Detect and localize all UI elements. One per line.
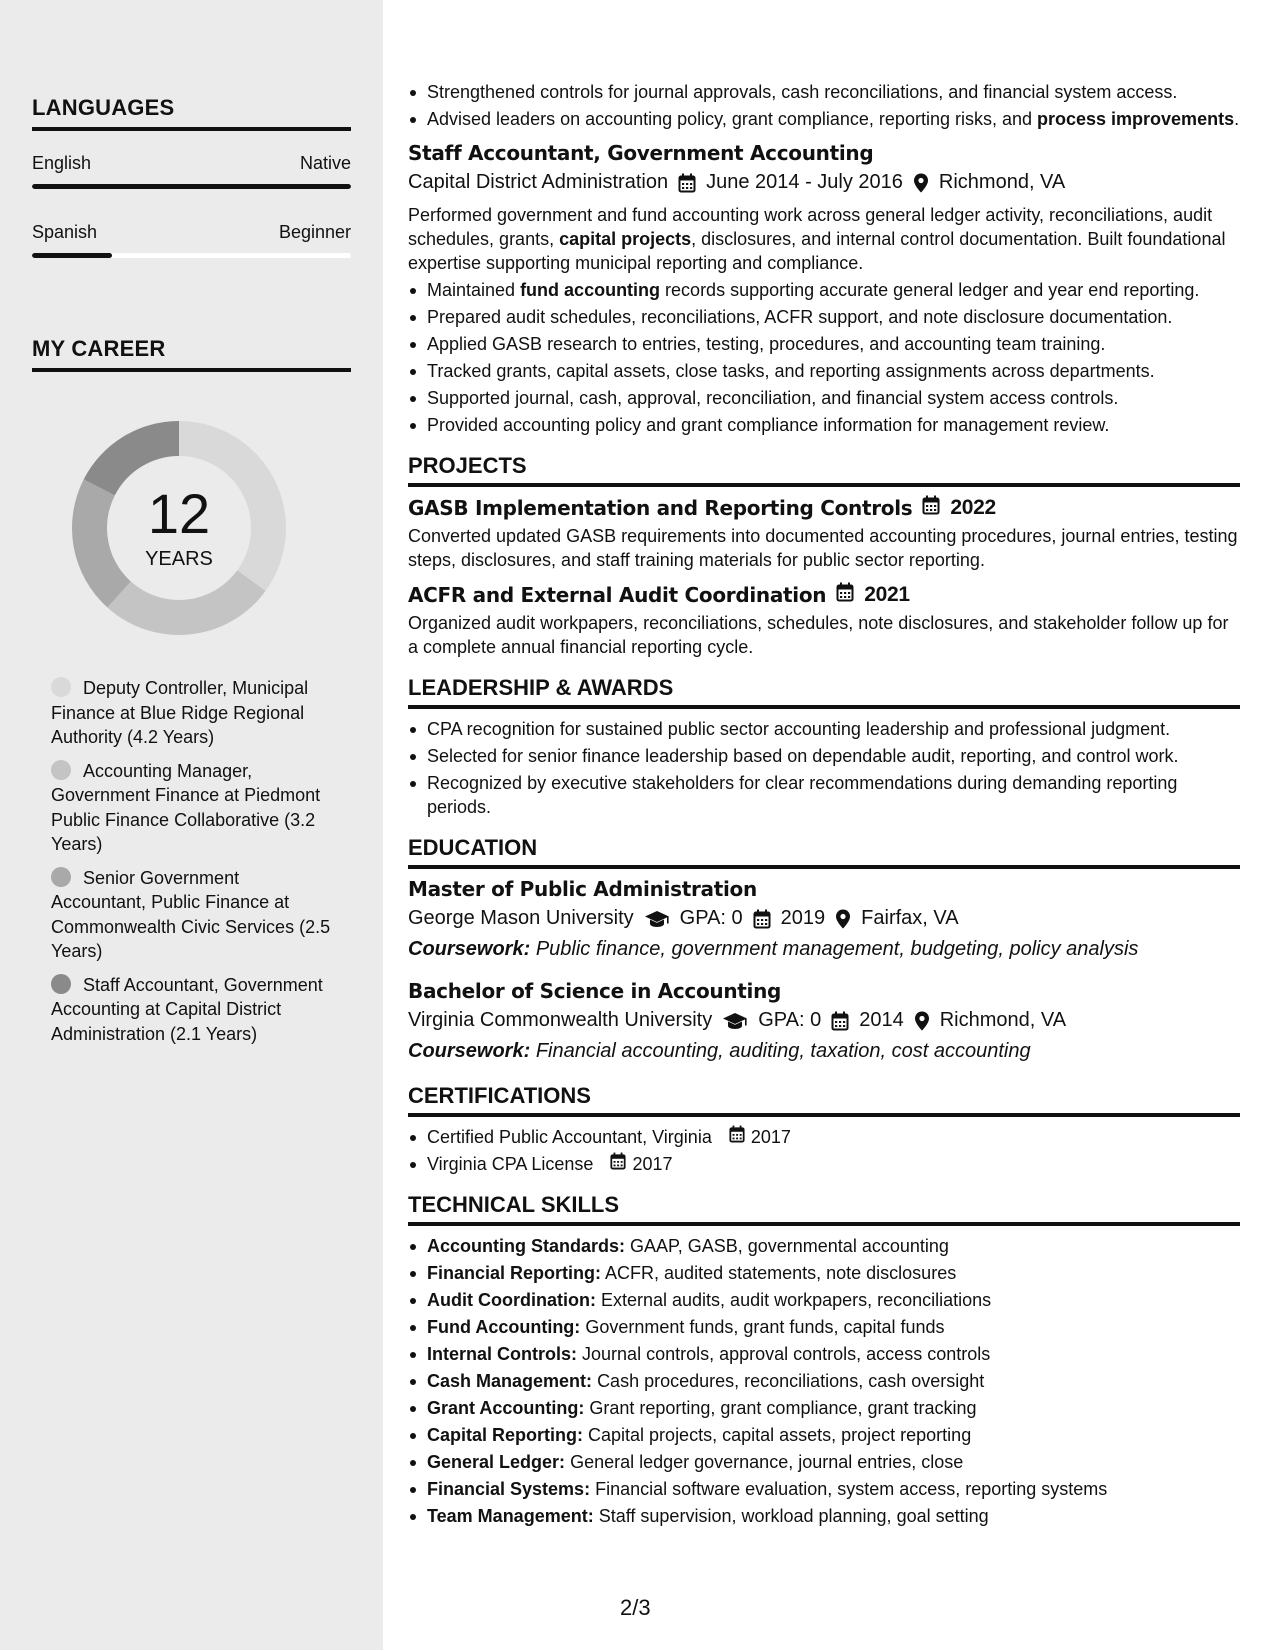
skill-item: Audit Coordination: External audits, audit workpapers, reconciliations [408, 1288, 1240, 1312]
coursework: Coursework: Public finance, government management, budgeting, policy analysis [408, 938, 1139, 960]
school-location: Fairfax, VA [861, 907, 959, 929]
career-item [51, 759, 331, 857]
school-name: Virginia Commonwealth University [408, 1009, 713, 1031]
job-meta [408, 171, 1240, 194]
previous-job-bullets [408, 80, 1240, 131]
skill-item: Grant Accounting: Grant reporting, grant compliance, grant tracking [408, 1396, 1240, 1420]
bullet-item: Applied GASB research to entries, testing, procedures, and accounting team training. [408, 332, 1240, 356]
career-donut-segment [72, 479, 131, 607]
calendar-icon [922, 495, 940, 520]
career-years-label: YEARS [145, 548, 213, 570]
career-legend-dot [51, 974, 71, 994]
sidebar [0, 0, 383, 1650]
language-level: Beginner [278, 222, 351, 242]
skill-item: Financial Systems: Financial software evaluation, system access, reporting systems [408, 1477, 1240, 1501]
job-dates: June 2014 - July 2016 [706, 171, 903, 193]
career-years-number: 12 [147, 482, 211, 545]
calendar-icon [610, 1152, 626, 1176]
career-legend-dot [51, 760, 71, 780]
skills-heading: TECHNICAL SKILLS [408, 1192, 1240, 1226]
project-title: GASB Implementation and Reporting Controls 2022 [408, 495, 996, 520]
project-description: Converted updated GASB requirements into documented accounting procedures, journal entries, testing steps, disclosures, and staff training materials for public sector reporting. [408, 526, 1238, 570]
graduation-cap-icon [722, 1011, 748, 1031]
degree-title: Bachelor of Science in Accounting [408, 979, 782, 1003]
location-pin-icon [914, 1011, 930, 1031]
language-row [32, 153, 351, 174]
language-proficiency-bar [32, 253, 351, 258]
certification-list [408, 1125, 1240, 1176]
language-name: English [32, 153, 92, 173]
language-proficiency-bar [32, 184, 351, 189]
career-legend-dot [51, 867, 71, 887]
bullet-item: Recognized by executive stakeholders for clear recommendations during demanding reporting periods. [408, 771, 1240, 819]
bullet-item: Prepared audit schedules, reconciliations, ACFR support, and note disclosure documentation. [408, 305, 1240, 329]
calendar-icon [753, 909, 771, 929]
skill-item: Financial Reporting: ACFR, audited statements, note disclosures [408, 1261, 1240, 1285]
main-content [408, 80, 1240, 1531]
language-proficiency-fill [32, 253, 112, 258]
skill-item: Fund Accounting: Government funds, grant funds, capital funds [408, 1315, 1240, 1339]
project-description: Organized audit workpapers, reconciliations, schedules, note disclosures, and stakeholder follow up for a complete annual financial reporting cycle. [408, 613, 1229, 657]
bullet-item: Provided accounting policy and grant compliance information for management review. [408, 413, 1240, 437]
location-pin-icon [913, 173, 929, 193]
calendar-icon [678, 173, 696, 193]
education-heading: EDUCATION [408, 835, 1240, 869]
page-number: 2/3 [620, 1595, 651, 1620]
career-list [51, 676, 331, 1055]
career-item [51, 866, 331, 964]
skill-item: Team Management: Staff supervision, workload planning, goal setting [408, 1504, 1240, 1528]
career-item-text: Deputy Controller, Municipal Finance at Blue Ridge Regional Authority (4.2 Years) [51, 678, 309, 747]
certification-item: Virginia CPA License 2017 [408, 1152, 1240, 1176]
career-donut-segment [107, 570, 265, 635]
language-level: Native [299, 153, 351, 173]
bullet-item: Advised leaders on accounting policy, grant compliance, reporting risks, and process improvements. [408, 107, 1240, 131]
job-location: Richmond, VA [938, 171, 1066, 193]
job-summary: Performed government and fund accounting work across general ledger activity, reconciliations, audit schedules, grants, capital projects, disclosures, and internal control documentation. Built foundational expertise supporting municipal reporting and compliance. [408, 205, 1226, 273]
skill-item: Capital Reporting: Capital projects, capital assets, project reporting [408, 1423, 1240, 1447]
career-item [51, 973, 331, 1047]
bullet-item: Selected for senior finance leadership based on dependable audit, reporting, and control work. [408, 744, 1240, 768]
education-meta [408, 1009, 1240, 1032]
career-heading: MY CAREER [32, 336, 351, 372]
job-bullets [408, 278, 1240, 437]
certification-item: Certified Public Accountant, Virginia 2017 [408, 1125, 1240, 1149]
school-name: George Mason University [408, 907, 634, 929]
graduation-year: 2019 [780, 907, 826, 929]
career-item-text: Accounting Manager, Government Finance at Piedmont Public Finance Collaborative (3.2 Years) [51, 760, 321, 854]
projects-heading: PROJECTS [408, 453, 1240, 487]
skill-item: Cash Management: Cash procedures, reconciliations, cash oversight [408, 1369, 1240, 1393]
bullet-item: Tracked grants, capital assets, close tasks, and reporting assignments across departments. [408, 359, 1240, 383]
certifications-heading: CERTIFICATIONS [408, 1083, 1240, 1117]
job-title: Staff Accountant, Government Accounting [408, 141, 874, 165]
bullet-item: Maintained fund accounting records supporting accurate general ledger and year end reporting. [408, 278, 1240, 302]
project-year: 2021 [864, 582, 910, 606]
calendar-icon [729, 1125, 745, 1149]
bullet-item: Supported journal, cash, approval, reconciliation, and financial system access controls. [408, 386, 1240, 410]
bullet-item: Strengthened controls for journal approvals, cash reconciliations, and financial system access. [408, 80, 1240, 104]
language-proficiency-fill [32, 184, 351, 189]
career-item-text: Staff Accountant, Government Accounting at Capital District Administration (2.1 Years) [51, 974, 323, 1044]
gpa: GPA: 0 [758, 1009, 822, 1031]
career-legend-dot [51, 677, 71, 697]
coursework: Coursework: Financial accounting, auditing, taxation, cost accounting [408, 1040, 1031, 1062]
career-donut-chart [66, 415, 292, 641]
gpa: GPA: 0 [679, 907, 743, 929]
languages-heading: LANGUAGES [32, 95, 351, 131]
project-title: ACFR and External Audit Coordination 2021 [408, 582, 910, 607]
skill-item: Internal Controls: Journal controls, approval controls, access controls [408, 1342, 1240, 1366]
language-row [32, 222, 351, 243]
school-location: Richmond, VA [939, 1009, 1067, 1031]
company-name: Capital District Administration [408, 171, 669, 193]
calendar-icon [836, 582, 854, 607]
leadership-bullets [408, 717, 1240, 819]
skills-list [408, 1234, 1240, 1528]
location-pin-icon [835, 909, 851, 929]
career-item [51, 676, 331, 750]
language-name: Spanish [32, 222, 98, 242]
bullet-item: CPA recognition for sustained public sector accounting leadership and professional judgment. [408, 717, 1240, 741]
graduation-year: 2014 [859, 1009, 904, 1031]
calendar-icon [831, 1011, 849, 1031]
education-meta [408, 907, 1240, 930]
skill-item: General Ledger: General ledger governance, journal entries, close [408, 1450, 1240, 1474]
degree-title: Master of Public Administration [408, 877, 757, 901]
career-item-text: Senior Government Accountant, Public Finance at Commonwealth Civic Services (2.5 Years) [51, 867, 331, 961]
skill-item: Accounting Standards: GAAP, GASB, governmental accounting [408, 1234, 1240, 1258]
project-year: 2022 [950, 495, 996, 519]
leadership-heading: LEADERSHIP & AWARDS [408, 675, 1240, 709]
graduation-cap-icon [644, 909, 670, 929]
